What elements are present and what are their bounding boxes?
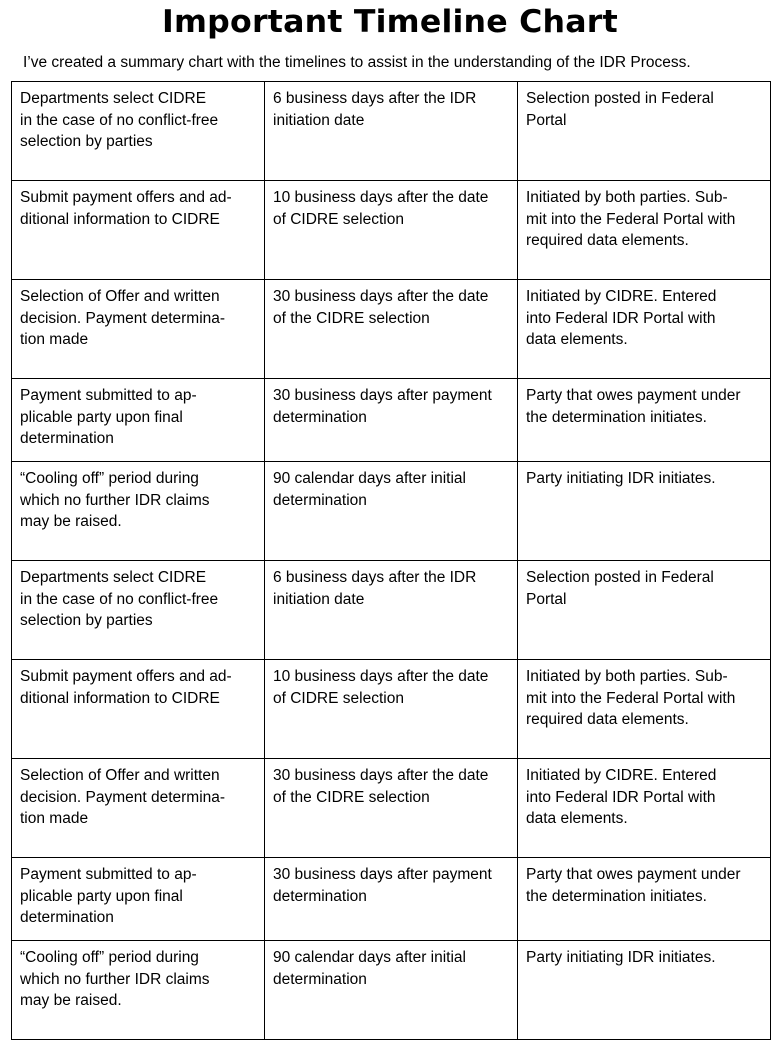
notes-cell: Initiated by both parties. Sub- mit into the Federal Portal with required data elements. bbox=[518, 181, 771, 280]
step-cell: Departments select CIDRE in the case of no conflict-free selection by parties bbox=[12, 82, 265, 181]
table-row bbox=[12, 280, 771, 379]
table-row bbox=[12, 561, 771, 660]
timeline-cell: 30 business days after the date of the CIDRE selection bbox=[265, 759, 518, 858]
timeline-cell: 10 business days after the date of CIDRE selection bbox=[265, 660, 518, 759]
notes-cell: Party that owes payment under the determination initiates. bbox=[518, 379, 771, 462]
timeline-table bbox=[11, 81, 771, 1040]
notes-cell: Initiated by both parties. Sub- mit into the Federal Portal with required data elements. bbox=[518, 660, 771, 759]
step-cell: Payment submitted to ap- plicable party upon final determination bbox=[12, 379, 265, 462]
table-row bbox=[12, 82, 771, 181]
table-row bbox=[12, 181, 771, 280]
step-cell: Submit payment offers and ad- ditional information to CIDRE bbox=[12, 660, 265, 759]
notes-cell: Party initiating IDR initiates. bbox=[518, 462, 771, 561]
timeline-cell: 30 business days after the date of the CIDRE selection bbox=[265, 280, 518, 379]
table-row bbox=[12, 941, 771, 1040]
timeline-cell: 90 calendar days after initial determination bbox=[265, 941, 518, 1040]
step-cell: Payment submitted to ap- plicable party upon final determination bbox=[12, 858, 265, 941]
timeline-cell: 6 business days after the IDR initiation date bbox=[265, 561, 518, 660]
table-row bbox=[12, 462, 771, 561]
timeline-table-body bbox=[12, 82, 771, 1040]
table-row bbox=[12, 858, 771, 941]
timeline-cell: 30 business days after payment determination bbox=[265, 379, 518, 462]
step-cell: Submit payment offers and ad- ditional information to CIDRE bbox=[12, 181, 265, 280]
page-title: Important Timeline Chart bbox=[162, 4, 618, 40]
notes-cell: Selection posted in Federal Portal bbox=[518, 82, 771, 181]
step-cell: “Cooling off” period during which no further IDR claims may be raised. bbox=[12, 462, 265, 561]
step-cell: Departments select CIDRE in the case of no conflict-free selection by parties bbox=[12, 561, 265, 660]
table-row bbox=[12, 379, 771, 462]
notes-cell: Selection posted in Federal Portal bbox=[518, 561, 771, 660]
timeline-cell: 6 business days after the IDR initiation date bbox=[265, 82, 518, 181]
notes-cell: Initiated by CIDRE. Entered into Federal IDR Portal with data elements. bbox=[518, 759, 771, 858]
step-cell: Selection of Offer and written decision. Payment determina- tion made bbox=[12, 280, 265, 379]
table-row bbox=[12, 759, 771, 858]
notes-cell: Party initiating IDR initiates. bbox=[518, 941, 771, 1040]
notes-cell: Party that owes payment under the determination initiates. bbox=[518, 858, 771, 941]
step-cell: “Cooling off” period during which no further IDR claims may be raised. bbox=[12, 941, 265, 1040]
timeline-cell: 30 business days after payment determination bbox=[265, 858, 518, 941]
step-cell: Selection of Offer and written decision. Payment determina- tion made bbox=[12, 759, 265, 858]
timeline-cell: 10 business days after the date of CIDRE selection bbox=[265, 181, 518, 280]
timeline-cell: 90 calendar days after initial determination bbox=[265, 462, 518, 561]
table-row bbox=[12, 660, 771, 759]
page-subtitle: I’ve created a summary chart with the timelines to assist in the understanding of the IDR Process. bbox=[23, 54, 691, 71]
notes-cell: Initiated by CIDRE. Entered into Federal IDR Portal with data elements. bbox=[518, 280, 771, 379]
